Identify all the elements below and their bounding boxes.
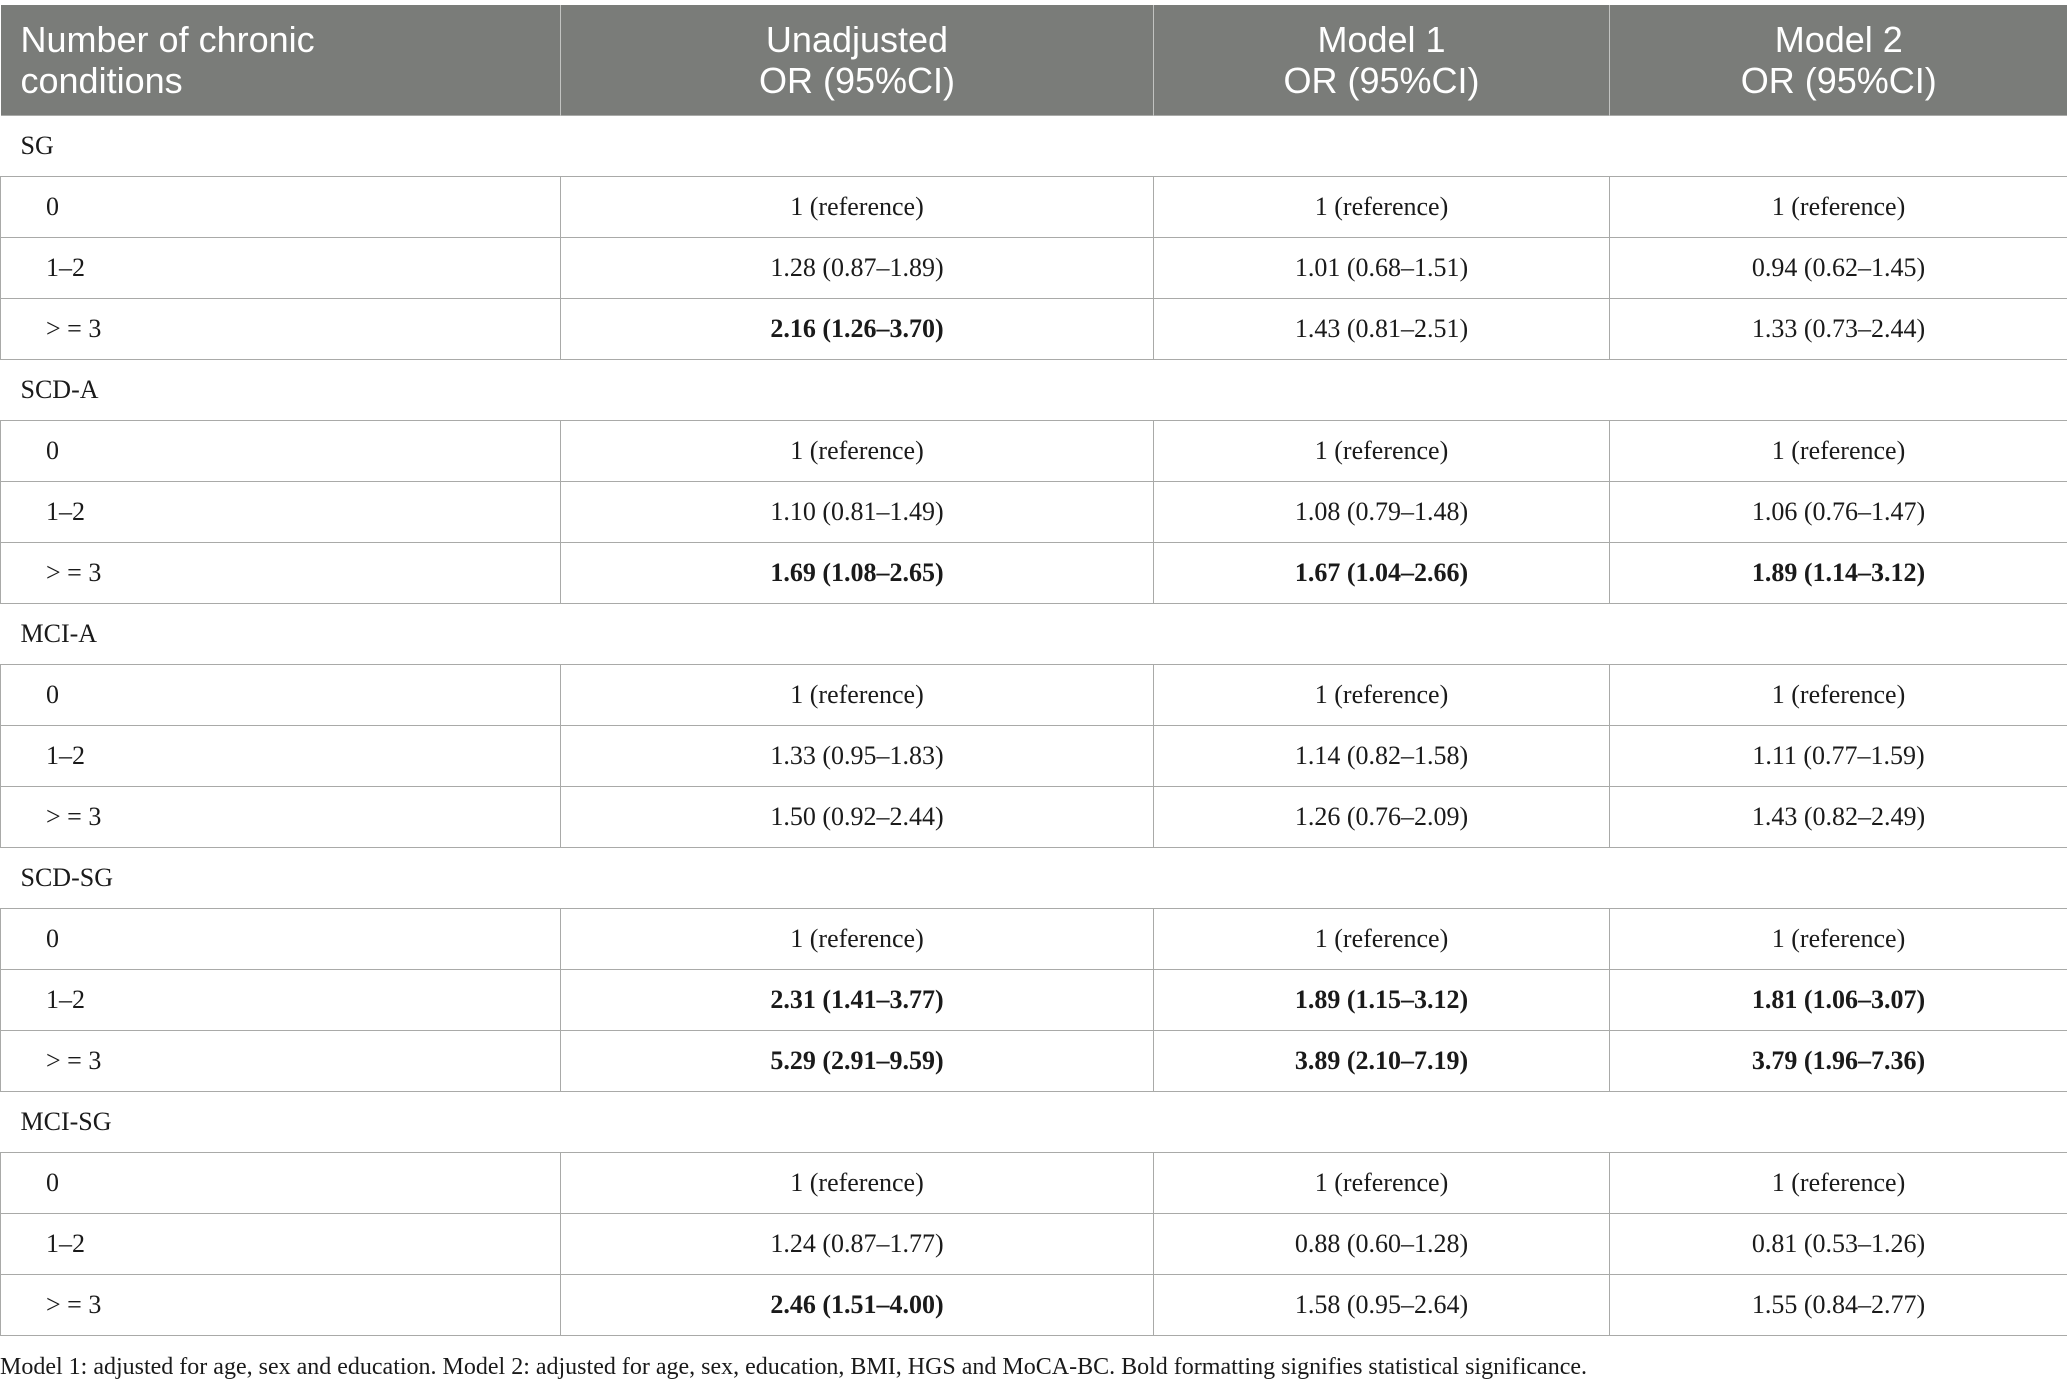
group-label: SCD-A [1, 359, 2067, 420]
header-line: Unadjusted [765, 18, 949, 60]
or-cell: 1.89 (1.15–3.12) [1154, 969, 1610, 1030]
header-line: Number of chronic [20, 18, 315, 60]
row-label: 0 [1, 664, 561, 725]
table-body [1, 115, 2067, 1335]
or-cell: 1.11 (0.77–1.59) [1610, 725, 2067, 786]
or-cell: 1 (reference) [561, 176, 1154, 237]
or-cell: 3.89 (2.10–7.19) [1154, 1030, 1610, 1091]
table-row [1, 1152, 2067, 1213]
or-cell: 3.79 (1.96–7.36) [1610, 1030, 2067, 1091]
group-row [1, 603, 2067, 664]
group-row [1, 847, 2067, 908]
row-label: 1–2 [1, 969, 561, 1030]
or-cell: 1.26 (0.76–2.09) [1154, 786, 1610, 847]
or-cell: 1.14 (0.82–1.58) [1154, 725, 1610, 786]
or-cell: 1 (reference) [561, 908, 1154, 969]
or-cell: 1.01 (0.68–1.51) [1154, 237, 1610, 298]
or-cell: 1.50 (0.92–2.44) [561, 786, 1154, 847]
table-row [1, 1274, 2067, 1335]
or-cell: 1.43 (0.82–2.49) [1610, 786, 2067, 847]
or-cell: 1 (reference) [1154, 420, 1610, 481]
or-cell: 1.89 (1.14–3.12) [1610, 542, 2067, 603]
row-label: 1–2 [1, 1213, 561, 1274]
table-row [1, 237, 2067, 298]
or-cell: 1.58 (0.95–2.64) [1154, 1274, 1610, 1335]
header-line: conditions [20, 59, 183, 101]
or-cell: 1.06 (0.76–1.47) [1610, 481, 2067, 542]
row-label: > = 3 [1, 542, 561, 603]
or-cell: 1.10 (0.81–1.49) [561, 481, 1154, 542]
group-label: MCI-A [1, 603, 2067, 664]
results-table-container [0, 5, 2067, 1336]
header-model-2 [1610, 5, 2067, 115]
or-cell: 0.81 (0.53–1.26) [1610, 1213, 2067, 1274]
table-row [1, 969, 2067, 1030]
table-row [1, 176, 2067, 237]
header-line: Model 2 [1774, 18, 1903, 60]
or-cell: 1 (reference) [1154, 176, 1610, 237]
row-label: > = 3 [1, 786, 561, 847]
or-cell: 1.67 (1.04–2.66) [1154, 542, 1610, 603]
or-cell: 0.94 (0.62–1.45) [1610, 237, 2067, 298]
table-header [1, 5, 2067, 115]
group-label: SCD-SG [1, 847, 2067, 908]
or-cell: 1.24 (0.87–1.77) [561, 1213, 1154, 1274]
or-cell: 1.55 (0.84–2.77) [1610, 1274, 2067, 1335]
or-cell: 1 (reference) [561, 664, 1154, 725]
group-row [1, 359, 2067, 420]
header-line: Model 1 [1317, 18, 1446, 60]
header-line: OR (95%CI) [758, 59, 956, 101]
or-cell: 1 (reference) [1610, 908, 2067, 969]
row-label: > = 3 [1, 1030, 561, 1091]
row-label: 1–2 [1, 481, 561, 542]
or-cell: 1 (reference) [1154, 908, 1610, 969]
or-cell: 1 (reference) [1610, 176, 2067, 237]
table-row [1, 786, 2067, 847]
table-row [1, 481, 2067, 542]
or-cell: 2.31 (1.41–3.77) [561, 969, 1154, 1030]
header-line: OR (95%CI) [1740, 59, 1937, 101]
header-unadjusted [561, 5, 1154, 115]
or-cell: 1 (reference) [1154, 1152, 1610, 1213]
row-label: 0 [1, 1152, 561, 1213]
or-cell: 1 (reference) [561, 1152, 1154, 1213]
table-row [1, 908, 2067, 969]
or-cell: 2.46 (1.51–4.00) [561, 1274, 1154, 1335]
or-cell: 1 (reference) [1610, 420, 2067, 481]
or-cell: 1 (reference) [1610, 664, 2067, 725]
or-cell: 1.28 (0.87–1.89) [561, 237, 1154, 298]
or-cell: 0.88 (0.60–1.28) [1154, 1213, 1610, 1274]
group-label: SG [1, 115, 2067, 176]
table-row [1, 664, 2067, 725]
group-label: MCI-SG [1, 1091, 2067, 1152]
row-label: > = 3 [1, 1274, 561, 1335]
row-label: 1–2 [1, 725, 561, 786]
or-cell: 1.81 (1.06–3.07) [1610, 969, 2067, 1030]
row-label: 0 [1, 176, 561, 237]
or-cell: 1.33 (0.73–2.44) [1610, 298, 2067, 359]
group-row [1, 1091, 2067, 1152]
or-cell: 2.16 (1.26–3.70) [561, 298, 1154, 359]
header-line: OR (95%CI) [1283, 59, 1480, 101]
table-footnote: Model 1: adjusted for age, sex and education. Model 2: adjusted for age, sex, education, BMI, HGS and MoCA-BC. Bold formatting signifies statistical significance. [0, 1354, 1588, 1380]
row-label: 1–2 [1, 237, 561, 298]
or-cell: 1.08 (0.79–1.48) [1154, 481, 1610, 542]
table-row [1, 420, 2067, 481]
table-row [1, 725, 2067, 786]
table-row [1, 1213, 2067, 1274]
table-row [1, 542, 2067, 603]
header-model-1 [1154, 5, 1610, 115]
or-cell: 1.43 (0.81–2.51) [1154, 298, 1610, 359]
odds-ratio-table [0, 5, 2067, 1336]
table-row [1, 1030, 2067, 1091]
or-cell: 1 (reference) [1610, 1152, 2067, 1213]
or-cell: 1.69 (1.08–2.65) [561, 542, 1154, 603]
row-label: > = 3 [1, 298, 561, 359]
or-cell: 5.29 (2.91–9.59) [561, 1030, 1154, 1091]
header-chronic-conditions [1, 5, 561, 115]
row-label: 0 [1, 908, 561, 969]
table-row [1, 298, 2067, 359]
or-cell: 1.33 (0.95–1.83) [561, 725, 1154, 786]
header-row [1, 5, 2067, 115]
or-cell: 1 (reference) [561, 420, 1154, 481]
or-cell: 1 (reference) [1154, 664, 1610, 725]
row-label: 0 [1, 420, 561, 481]
group-row [1, 115, 2067, 176]
